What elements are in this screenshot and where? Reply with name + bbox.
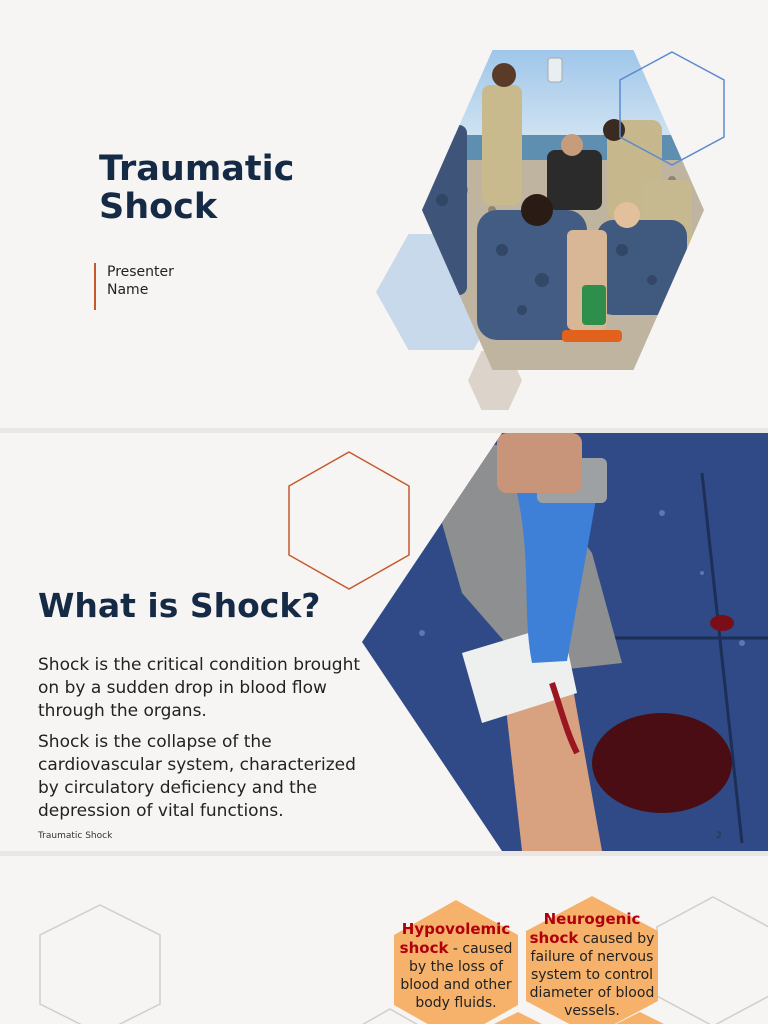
slide-shock-types — [0, 856, 768, 1024]
slide-title-text: Traumatic Shock — [99, 149, 295, 227]
neurogenic-shock-name: Neurogenic shock — [529, 910, 641, 947]
definition-paragraph-1: Shock is the critical condition brought on by a sudden drop in blood flow through the organs. — [38, 655, 361, 721]
slide-heading: What is Shock? — [38, 586, 321, 625]
bandage-photo — [362, 433, 768, 851]
decorative-hexagon-outline-grey-left — [38, 904, 162, 1024]
footer-label: Traumatic Shock — [38, 831, 113, 841]
bandage-scene-illustration — [362, 433, 768, 851]
definition-paragraph-2: Shock is the collapse of the cardiovascular system, characterized by circulatory deficiency and the depression of vital functions. — [38, 732, 356, 821]
decorative-hexagon-outline-grey-right — [655, 896, 768, 1024]
decorative-hexagon-outline-orange — [287, 451, 411, 591]
slide-title — [0, 0, 768, 428]
decorative-hexagon-outline-blue — [618, 51, 726, 166]
page-number: 2 — [716, 831, 722, 841]
neurogenic-shock-description: caused by failure of nervous system to control diameter of blood vessels. — [529, 931, 655, 1019]
neurogenic-shock-text — [522, 910, 662, 1020]
hypovolemic-shock-text — [394, 920, 518, 1012]
slide-what-is-shock — [0, 433, 768, 851]
hypovolemic-shock-description: - caused by the loss of blood and other body fluids. — [400, 941, 513, 1011]
presenter-name: Presenter Name — [94, 263, 197, 310]
hypovolemic-shock-name: Hypovolemic shock — [399, 920, 511, 957]
